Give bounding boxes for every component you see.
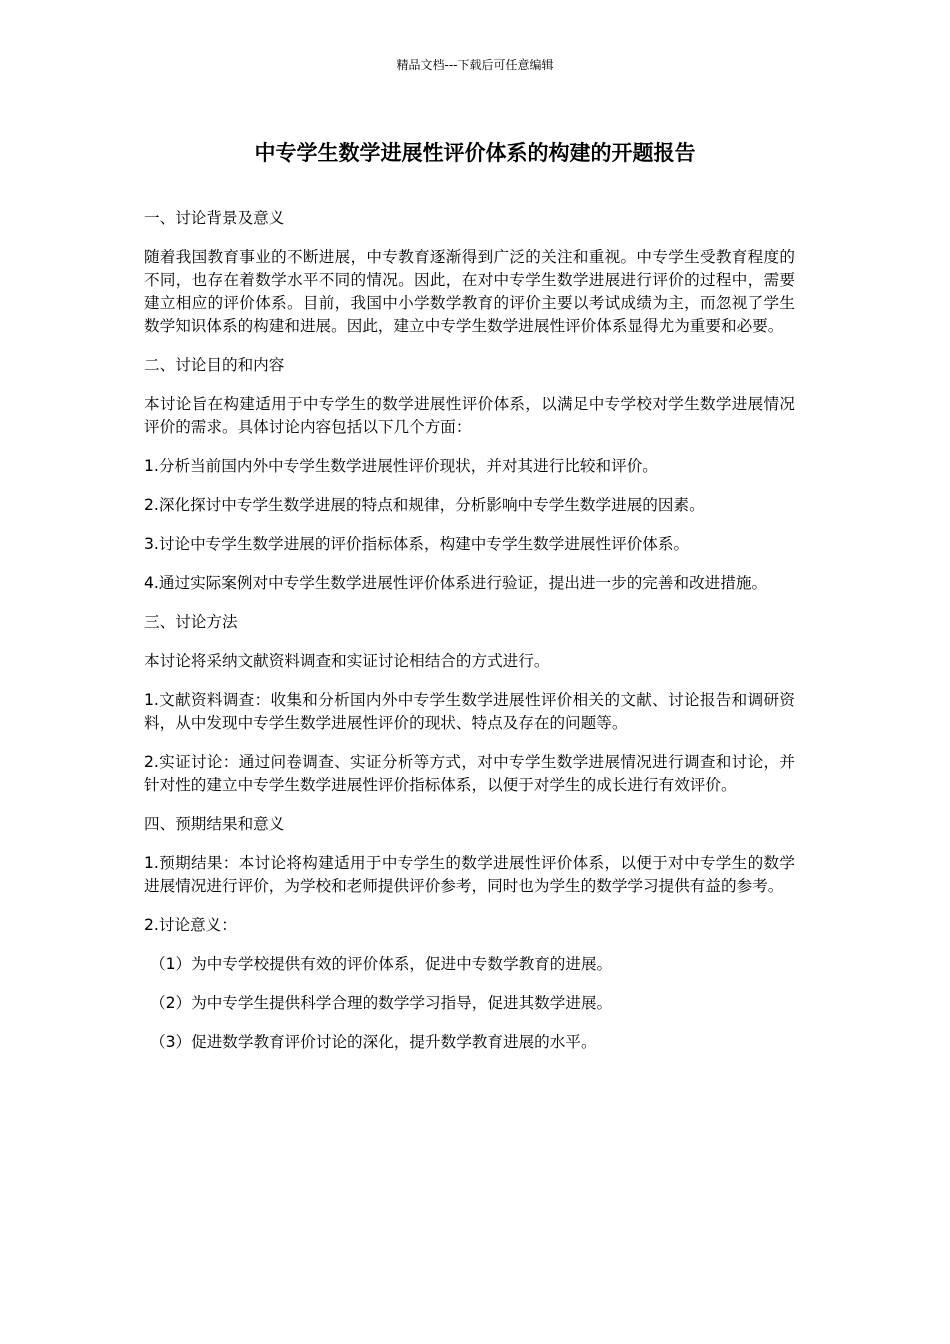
list-item-purpose-3: 3.讨论中专学生数学进展的评价指标体系，构建中专学生数学进展性评价体系。	[144, 535, 690, 553]
list-item-results-2: 2.讨论意义：	[144, 916, 237, 934]
paragraph-purpose: 本讨论旨在构建适用于中专学生的数学进展性评价体系，以满足中专学校对学生数学进展情况评价的需求。具体讨论内容包括以下几个方面：	[144, 395, 795, 436]
list-item-purpose-1: 1.分析当前国内外中专学生数学进展性评价现状，并对其进行比较和评价。	[144, 457, 658, 475]
sub-item-significance-1: （1）为中专学校提供有效的评价体系，促进中专数学教育的进展。	[150, 955, 613, 973]
section-heading-results: 四、预期结果和意义	[144, 815, 285, 833]
list-item-purpose-2: 2.深化探讨中专学生数学进展的特点和规律，分析影响中专学生数学进展的因素。	[144, 496, 705, 514]
section-heading-method: 三、讨论方法	[144, 613, 238, 631]
section-heading-background: 一、讨论背景及意义	[144, 209, 285, 227]
list-item-method-2: 2.实证讨论：通过问卷调查、实证分析等方式，对中专学生数学进展情况进行调查和讨论，并针对性的建立中专学生数学进展性评价指标体系，以便于对学生的成长进行有效评价。	[144, 753, 795, 794]
sub-item-significance-3: （3）促进数学教育评价讨论的深化，提升数学教育进展的水平。	[150, 1033, 597, 1051]
header-note: 精品文档---下载后可任意编辑	[396, 58, 554, 72]
sub-item-significance-2: （2）为中专学生提供科学合理的数学学习指导，促进其数学进展。	[150, 994, 613, 1012]
list-item-results-1: 1.预期结果：本讨论将构建适用于中专学生的数学进展性评价体系，以便于对中专学生的数学进展情况进行评价，为学校和老师提供评价参考，同时也为学生的数学学习提供有益的参考。	[144, 854, 795, 895]
list-item-method-1: 1.文献资料调查：收集和分析国内外中专学生数学进展性评价相关的文献、讨论报告和调研资料，从中发现中专学生数学进展性评价的现状、特点及存在的问题等。	[144, 691, 795, 732]
section-heading-purpose: 二、讨论目的和内容	[144, 356, 285, 374]
paragraph-background: 随着我国教育事业的不断进展，中专教育逐渐得到广泛的关注和重视。中专学生受教育程度的不同，也存在着数学水平不同的情况。因此，在对中专学生数学进展进行评价的过程中，需要建立相应的评价体系。目前，我国中小学数学教育的评价主要以考试成绩为主，而忽视了学生数学知识体系的构建和进展。因此，建立中专学生数学进展性评价体系显得尤为重要和必要。	[144, 248, 795, 335]
paragraph-method: 本讨论将采纳文献资料调查和实证讨论相结合的方式进行。	[144, 652, 550, 670]
document-title: 中专学生数学进展性评价体系的构建的开题报告	[254, 141, 696, 165]
document-body	[144, 207, 795, 1070]
list-item-purpose-4: 4.通过实际案例对中专学生数学进展性评价体系进行验证，提出进一步的完善和改进措施。	[144, 574, 768, 592]
